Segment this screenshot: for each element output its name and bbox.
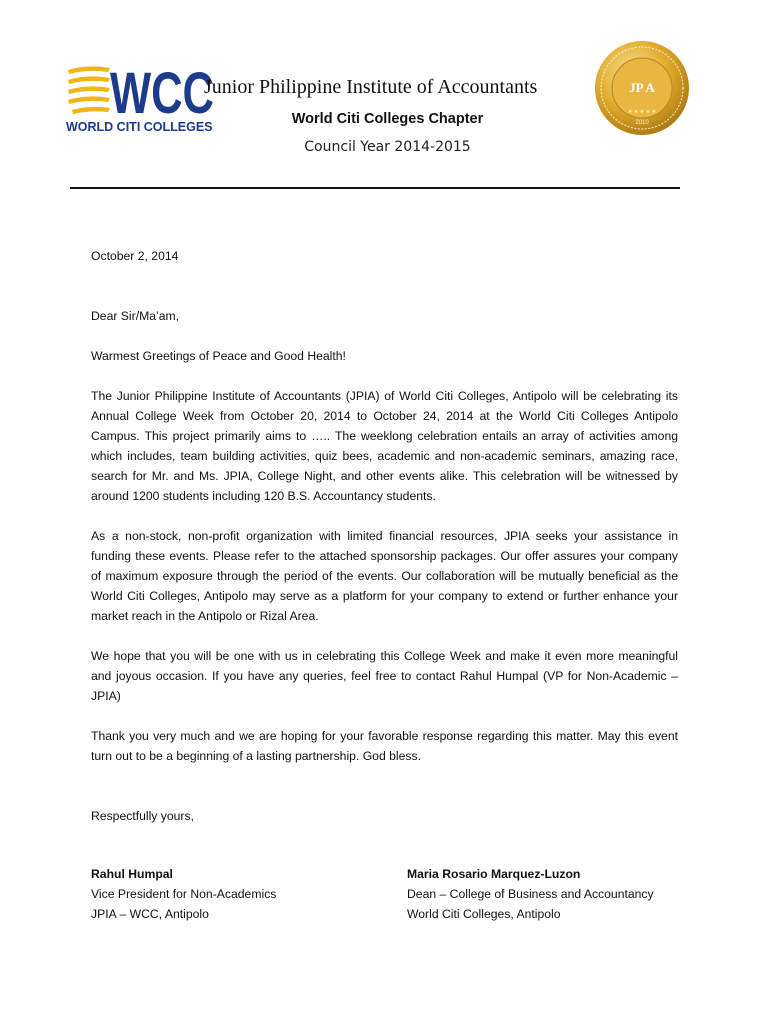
signatory-org: World Citi Colleges, Antipolo <box>407 907 561 921</box>
chapter-subtitle: World Citi Colleges Chapter <box>291 111 484 127</box>
signatory-title: Dean – College of Business and Accountancy <box>407 887 654 901</box>
seal-year: 2010 <box>635 120 649 126</box>
jpia-seal-icon <box>594 40 690 136</box>
greeting: Warmest Greetings of Peace and Good Health! <box>91 349 346 363</box>
header-divider <box>70 187 680 189</box>
signatory-left <box>91 864 276 924</box>
paragraph-thanks: Thank you very much and we are hoping for your favorable response regarding this matter. May this event turn out to be a beginning of a lasting partnership. God bless. <box>91 729 678 763</box>
wcc-initials: WCC <box>110 61 214 126</box>
signatory-name: Rahul Humpal <box>91 867 173 881</box>
wcc-logo-mark-icon <box>66 60 216 126</box>
closing: Respectfully yours, <box>91 809 194 823</box>
wcc-logo <box>66 60 216 138</box>
signatory-title: Vice President for Non-Academics <box>91 887 277 901</box>
letter-date: October 2, 2014 <box>91 249 179 263</box>
paragraph-sponsorship: As a non-stock, non-profit organization with limited financial resources, JPIA seeks your assistance in funding these events. Please refer to the attached sponsorship packages. Our offer assures your company of maximum exposure through the period of the events. Our collaboration will be mutually beneficial as the World Citi Colleges, Antipolo may serve as a platform for your company to extend or further enhance your market reach in the Antipolo or Rizal Area. <box>91 529 678 623</box>
seal-text: JP A <box>629 80 655 95</box>
signatory-org: JPIA – WCC, Antipolo <box>91 907 209 921</box>
council-year: Council Year 2014-2015 <box>304 139 471 155</box>
signatory-name: Maria Rosario Marquez-Luzon <box>407 867 581 881</box>
salutation: Dear Sir/Ma’am, <box>91 309 180 323</box>
paragraph-invitation: We hope that you will be one with us in celebrating this College Week and make it even more meaningful and joyous occasion. If you have any queries, feel free to contact Rahul Humpal (VP for Non-Academic – JPIA) <box>91 649 678 703</box>
svg-text:★ ★ ★ ★ ★: ★ ★ ★ ★ ★ <box>628 109 656 115</box>
signatory-right <box>407 864 654 924</box>
wcc-logo-name: WORLD CITI COLLEGES <box>66 120 213 134</box>
organization-title: Junior Philippine Institute of Accountants <box>204 76 538 98</box>
paragraph-event: The Junior Philippine Institute of Accountants (JPIA) of World Citi Colleges, Antipolo will be celebrating its Annual College Week from October 20, 2014 to October 24, 2014 at the World Citi Colleges Antipolo Campus. This project primarily aims to ….. The weeklong celebration entails an array of activities among which includes, team building activities, quiz bees, academic and non-academic seminars, amazing race, search for Mr. and Ms. JPIA, College Night, and other events alike. This celebration will be witnessed by around 1200 students including 120 B.S. Accountancy students. <box>91 389 678 503</box>
